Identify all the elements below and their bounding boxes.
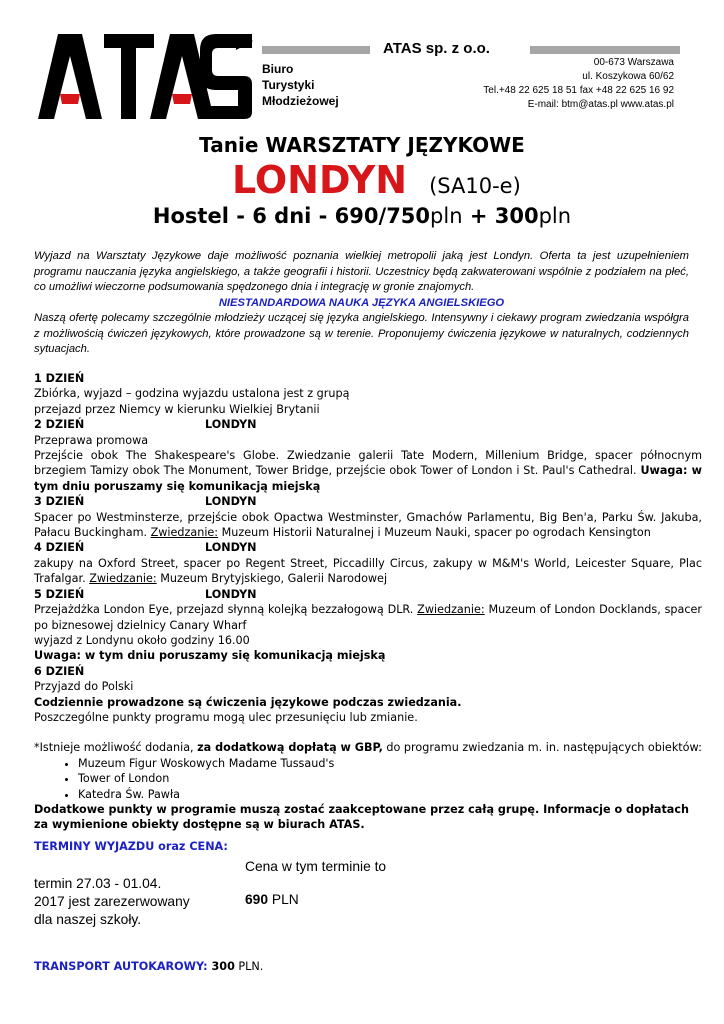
day-4-header: 4 DZIEŃ LONDYN — [34, 541, 257, 555]
contact-phone: Tel.+48 22 625 18 51 fax +48 22 625 16 92 — [483, 85, 674, 96]
terms-price-header: Cena w tym terminie to — [245, 859, 387, 874]
day-2-header: 2 DZIEŃ LONDYN — [34, 418, 257, 432]
header-bar-right — [530, 46, 680, 54]
intro — [34, 249, 689, 358]
city-name: LONDYN — [232, 158, 408, 202]
program-note: Poszczególne punkty programu mogą ulec przesunięciu lub zmianie. — [34, 710, 418, 724]
agency-name: Biuro Turystyki Młodzieżowej — [262, 62, 339, 108]
header-bar-left — [262, 46, 370, 54]
offer-title: Tanie WARSZTATY JĘZYKOWE — [199, 133, 525, 157]
extras-list — [34, 756, 702, 802]
offer-code: (SA10-e) — [429, 174, 521, 198]
program: 1 DZIEŃ Zbiórka, wyjazd – godzina wyjazdu ustalona jest z grupą przejazd przez Niemcy w kierunku Wielkiej Brytanii 2 DZIEŃ LONDYN Przeprawa promowa Przejście obok The Shakespeare's Globe. Zwiedzanie galerii Tate Modern, Millenium Bridge, spacer północnym brzegiem Tamizy obok The Monument, Tower Bridge, przejście obok Tower of London i St. Paul's Cathedral. Uwaga: w tym dniu poruszamy się komunikacją miejską 3 DZIEŃ LONDYN Spacer po Westminsterze, przejście obok Opactwa Westminster, Gmachów Parlamentu, Big Ben'a, Parku Św. Jakuba, Pałacu Buckingham. Zwiedzanie: Muzeum Historii Naturalnej i Muzeum Nauki, spacer po ogrodach Kensington 4 DZIEŃ LONDYN zakupy na Oxford Street, spacer po Regent Street, Piccadilly Circus, zakupy w M&M's World, Leicester Square, Plac Trafalgar. Zwiedzanie: Muzeum Brytyjskiego, Galerii Narodowej 5 DZIEŃ LONDYN Przejażdżka London Eye, przejazd słynną kolejką bezzałogową DLR. Zwiedzanie: Muzeum of London Docklands, spacer po biznesowej dzielnicy Canary Wharf wyjazd z Londynu około godziny 16.00 Uwaga: w tym dniu poruszamy się komunikacją miejską 6 DZIEŃ Przyjazd do Polski Codziennie prowadzone są ćwiczenia językowe podczas zwiedzania. Poszczególne punkty programu mogą ulec przesunięciu lub zmianie. *Istnieje możliwość dodania, za dodatkową dopłatą w GBP, do programu zwiedzania m. in. następujących obiektów: • Muzeum Figur Woskowych Madame Tussaud's • Tower of London • Katedra Św. Pawła Dodatkowe punkty w programie muszą zostać zaakceptowane przez całą grupę. Informacje o dopłatach za wymienione obiekty dostępne są w biurach ATAS. — [34, 371, 702, 833]
atas-logo — [38, 34, 253, 119]
destination-title — [232, 158, 521, 202]
list-item: • Katedra Św. Pawła — [78, 787, 702, 802]
terms-header: TERMINY WYJAZDU oraz CENA: — [34, 840, 228, 853]
contact-street: ul. Koszykowa 60/62 — [582, 71, 674, 82]
intro-paragraph-2: Naszą ofertę polecamy szczególnie młodzieży uczącej się języka angielskiego. Intensywny i ciekawy program zwiedzania współgra z możliwością ćwiczeń językowych, które prowadzone są w terenie. Proponujemy ćwiczenia językowe w naturalnych, codziennych sytuacjach. — [34, 312, 689, 355]
day-5-header: 5 DZIEŃ LONDYN — [34, 587, 257, 601]
intro-highlight: NIESTANDARDOWA NAUKA JĘZYKA ANGIELSKIEGO — [218, 296, 505, 309]
contact-email: E-mail: btm@atas.pl www.atas.pl — [527, 99, 674, 110]
intro-paragraph: Wyjazd na Warsztaty Językowe daje możliwość poznania wielkiej metropolii jaką jest Londyn. Oferta ta jest uzupełnieniem programu nauczania języka angielskiego, a także geografii i historii. Uczestnicy będą zakwaterowani wspólnie z podziałem na płeć, co umożliwi wieczorne podsumowania spędzonego dnia i integrację w gronie znajomych. — [34, 250, 689, 293]
day-1-header: 1 DZIEŃ — [34, 372, 85, 385]
daily-exercises: Codziennie prowadzone są ćwiczenia językowe podczas zwiedzania. — [34, 695, 462, 709]
term-price: 690 PLN — [245, 892, 299, 907]
contact-info — [483, 56, 674, 112]
term-date: termin 27.03 - 01.04. 2017 jest zarezerwowany dla naszej szkoły. — [34, 876, 190, 927]
day-3-header: 3 DZIEŃ LONDYN — [34, 495, 257, 509]
extras-intro: *Istnieje możliwość dodania, za dodatkową dopłatą w GBP, do programu zwiedzania m. in. następujących obiektów: — [34, 741, 702, 755]
list-item: • Tower of London — [78, 771, 702, 786]
price-title: Hostel - 6 dni - 690/750pln + 300pln — [152, 204, 572, 228]
extras-acceptance: Dodatkowe punkty w programie muszą zostać zaakceptowane przez całą grupę. Informacje o dopłatach za wymienione obiekty dostępne są w biurach ATAS. — [34, 802, 689, 832]
list-item: • Muzeum Figur Woskowych Madame Tussaud's — [78, 756, 702, 771]
transport-cost: TRANSPORT AUTOKAROWY: 300 PLN. — [34, 960, 264, 973]
day-6-header: 6 DZIEŃ — [34, 664, 85, 678]
contact-city: 00-673 Warszawa — [593, 57, 674, 68]
company-name: ATAS sp. z o.o. — [383, 40, 490, 57]
